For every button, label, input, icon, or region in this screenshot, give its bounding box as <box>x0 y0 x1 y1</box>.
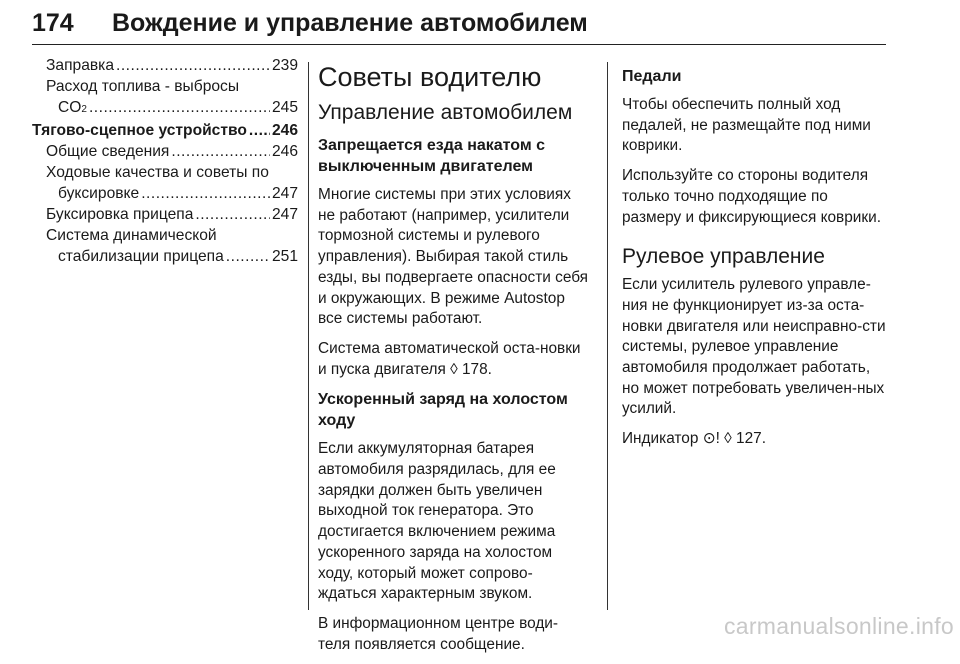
toc-entry <box>32 55 298 76</box>
toc-dot-leader <box>171 141 270 162</box>
toc-dot-leader <box>249 120 270 141</box>
toc-entry-text: Система динамической <box>46 227 217 244</box>
toc-entry-text: стабилизации прицепа <box>58 248 224 265</box>
toc-entry <box>32 183 298 204</box>
column-middle <box>318 55 590 664</box>
page-header <box>32 4 886 45</box>
toc-dot-leader <box>116 55 270 76</box>
coasting-heading: Запрещается езда накатом с выключенным двигателем <box>318 137 546 175</box>
idle-charge-paragraph-1: Если аккумуляторная батарея автомобиля разрядилась, для ее зарядки должен быть увеличен выходной ток генератора. Это достигается включением режима ускоренного заряда на холостом ходу, который может сопрово-ждаться характерным звуком. <box>318 440 556 603</box>
toc-dot-leader <box>195 204 270 225</box>
toc-entry <box>32 246 298 267</box>
table-of-contents <box>32 55 298 267</box>
steering-paragraph-2: Индикатор ⊙! ◊ 127. <box>622 430 766 448</box>
toc-entry-text: Заправка <box>46 57 115 74</box>
toc-entry-subscript: 2 <box>81 104 87 115</box>
toc-entry-text: CO <box>58 99 82 116</box>
toc-page-number: 246 <box>271 143 298 160</box>
toc-entry-text: Расход топлива - выбросы <box>46 78 240 95</box>
toc-dot-leader <box>141 183 270 204</box>
coasting-paragraph-1: Многие системы при этих условиях не работают (например, усилители тормозной системы и рулевого управления). Выбирая такой стиль езды, вы подвергаете опасности себя и окружающих. В режиме Autostop все системы работают. <box>318 186 589 328</box>
column-divider-left <box>308 62 309 610</box>
toc-dot-leader <box>226 246 270 267</box>
toc-page-number: 247 <box>271 185 298 202</box>
pedals-paragraph-2: Используйте со стороны водителя только точно подходящие по размеру и фиксирующиеся коврики. <box>622 167 881 226</box>
chapter-title: Вождение и управление автомобилем <box>112 9 588 37</box>
toc-entry <box>32 97 298 120</box>
toc-entry <box>32 225 298 246</box>
page-number: 174 <box>32 9 74 37</box>
toc-entry-text: Ходовые качества и советы по <box>46 164 269 181</box>
idle-charge-heading: Ускоренный заряд на холостом ходу <box>318 391 568 430</box>
toc-dot-leader <box>89 97 270 118</box>
toc-entry <box>32 204 298 225</box>
idle-charge-paragraph-2: В информационном центре води-теля появляется сообщение. <box>318 614 559 653</box>
toc-entry <box>32 76 298 97</box>
toc-entry <box>32 120 298 141</box>
toc-page-number: 239 <box>271 57 298 74</box>
toc-entry-text: буксировке <box>58 185 140 202</box>
subsection-title: Управление автомобилем <box>318 101 573 124</box>
steering-heading: Рулевое управление <box>622 245 825 269</box>
section-title: Советы водителю <box>318 62 542 92</box>
toc-entry-text: Общие сведения <box>46 143 170 160</box>
pedals-paragraph-1: Чтобы обеспечить полный ход педалей, не размещайте под ними коврики. <box>622 96 871 155</box>
pedals-heading: Педали <box>622 68 682 85</box>
toc-page-number: 245 <box>271 99 298 116</box>
toc-page-number: 251 <box>271 248 298 265</box>
toc-entry-text: Тягово-сцепное устройство <box>32 122 247 139</box>
toc-page-number: 246 <box>271 122 298 139</box>
toc-page-number: 247 <box>271 206 298 223</box>
column-divider-right <box>607 62 608 610</box>
toc-entry <box>32 162 298 183</box>
steering-paragraph-1: Если усилитель рулевого управле-ния не функционирует из-за оста-новки двигателя или неисправно-сти системы, рулевое управление автомобиля продолжает работать, но может потребовать увеличен-ных усилий. <box>622 276 886 418</box>
watermark: carmanualsonline.info <box>723 613 954 639</box>
toc-entry <box>32 141 298 162</box>
toc-entry-text: Буксировка прицепа <box>46 206 194 223</box>
column-right <box>622 55 888 459</box>
coasting-paragraph-2: Система автоматической оста-новки и пуска двигателя ◊ 178. <box>318 339 581 378</box>
